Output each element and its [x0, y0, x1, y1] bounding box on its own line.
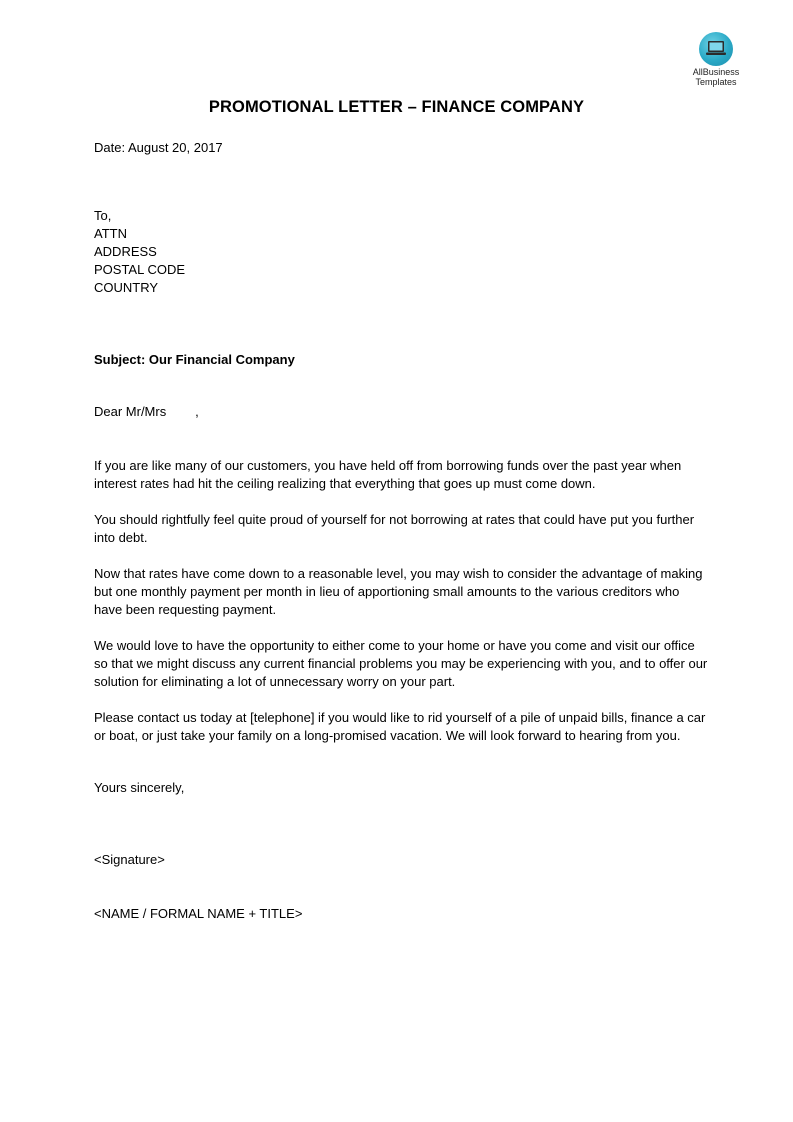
- logo-text-line1: AllBusiness: [692, 67, 740, 77]
- address-postal-code: POSTAL CODE: [94, 262, 186, 277]
- laptop-icon: [699, 32, 733, 66]
- address-country: COUNTRY: [94, 280, 159, 295]
- body-paragraph-4: We would love to have the opportunity to either come to your home or have you come and visit our office so that we might discuss any current financial problems you may be experiencing with you, and to offer our solution for eliminating a lot of unnecessary worry on your part.: [94, 638, 708, 689]
- body-paragraph-3: Now that rates have come down to a reasonable level, you may wish to consider the advantage of making but one monthly payment per month in lieu of apportioning small amounts to the various creditors who have been requesting payment.: [94, 566, 703, 617]
- address-to: To,: [94, 208, 112, 223]
- company-logo: [686, 32, 746, 87]
- name-title-placeholder: <NAME / FORMAL NAME + TITLE>: [94, 906, 303, 921]
- body-paragraph-1: If you are like many of our customers, you have held off from borrowing funds over the past year when interest rates had hit the ceiling realizing that everything that goes up must come down.: [94, 458, 682, 491]
- address-attn: ATTN: [94, 226, 127, 241]
- body-paragraph-2: You should rightfully feel quite proud of yourself for not borrowing at rates that could have put you further into debt.: [94, 512, 695, 545]
- logo-text: [686, 67, 746, 87]
- letter-closing: Yours sincerely,: [94, 780, 185, 795]
- address-line: ADDRESS: [94, 244, 157, 259]
- letter-title: PROMOTIONAL LETTER – FINANCE COMPANY: [208, 98, 585, 116]
- signature-placeholder: <Signature>: [94, 852, 165, 867]
- logo-text-line2: Templates: [695, 77, 737, 87]
- letter-salutation: Dear Mr/Mrs ,: [94, 404, 199, 419]
- body-paragraph-5: Please contact us today at [telephone] if you would like to rid yourself of a pile of unpaid bills, finance a car or boat, or just take your family on a long-promised vacation. We will look forward to hearing from you.: [94, 710, 706, 743]
- letter-subject: Subject: Our Financial Company: [94, 352, 295, 367]
- letter-date: Date: August 20, 2017: [94, 140, 223, 155]
